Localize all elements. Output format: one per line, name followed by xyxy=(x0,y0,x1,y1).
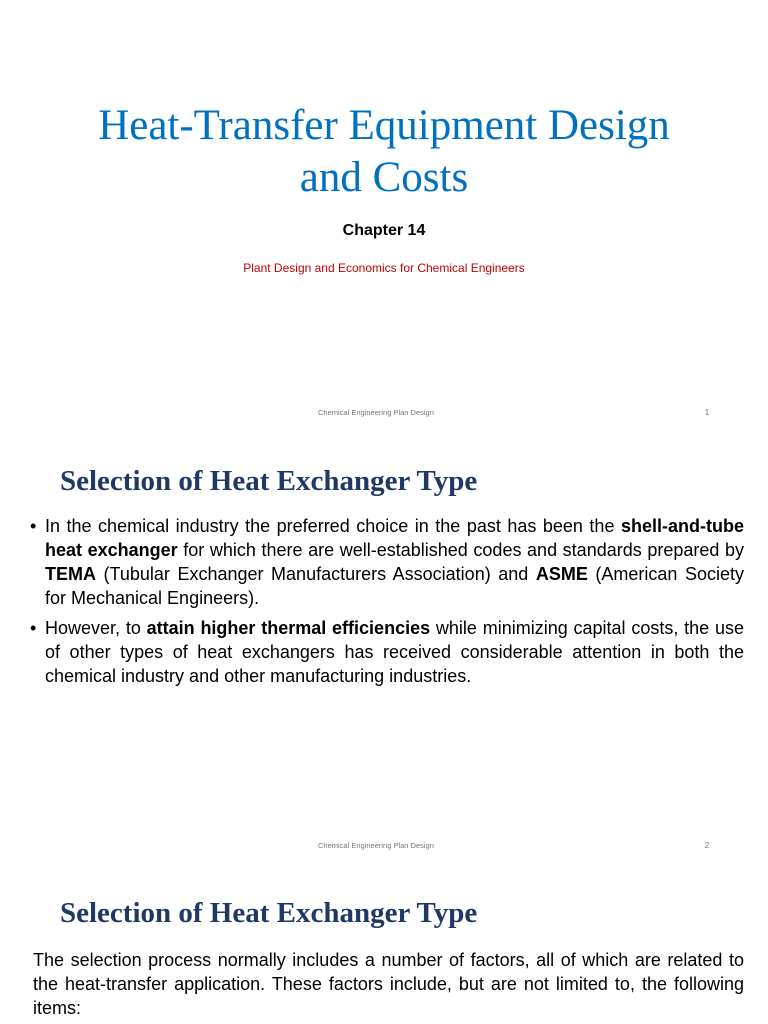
slide-heading: Selection of Heat Exchanger Type xyxy=(60,897,478,929)
source-book: Plant Design and Economics for Chemical Engineers xyxy=(243,261,525,275)
slide-1 xyxy=(0,0,768,432)
slide-title xyxy=(0,100,768,204)
title-line-1: Heat-Transfer Equipment Design xyxy=(98,102,670,149)
slide-3 xyxy=(0,864,768,1024)
bullet-item: • However, to attain higher thermal efficiencies while minimizing capital costs, the use of other types of heat exchangers has received considerable attention in both the chemical industry and other manufacturing industries. xyxy=(30,616,744,688)
title-line-2: and Costs xyxy=(299,154,469,201)
bullet-item: • In the chemical industry the preferred choice in the past has been the shell-and-tube heat exchanger for which there are well-established codes and standards prepared by TEMA (Tubular Exchanger Manufacturers Association) and ASME (American Society for Mechanical Engineers). xyxy=(30,514,744,610)
page-number: 1 xyxy=(704,408,710,417)
body-paragraph: The selection process normally includes a number of factors, all of which are related to the heat-transfer application. These factors include, but are not limited to, the following items: xyxy=(33,950,744,1018)
slide-footer: Chemical Engineering Plan Design xyxy=(318,841,434,850)
page-number: 2 xyxy=(704,841,710,850)
chapter-label: Chapter 14 xyxy=(342,222,426,239)
bullet-list xyxy=(30,514,744,694)
slide-heading: Selection of Heat Exchanger Type xyxy=(60,465,478,497)
slide-2 xyxy=(0,432,768,864)
slide-footer: Chemical Engineering Plan Design xyxy=(318,408,434,417)
